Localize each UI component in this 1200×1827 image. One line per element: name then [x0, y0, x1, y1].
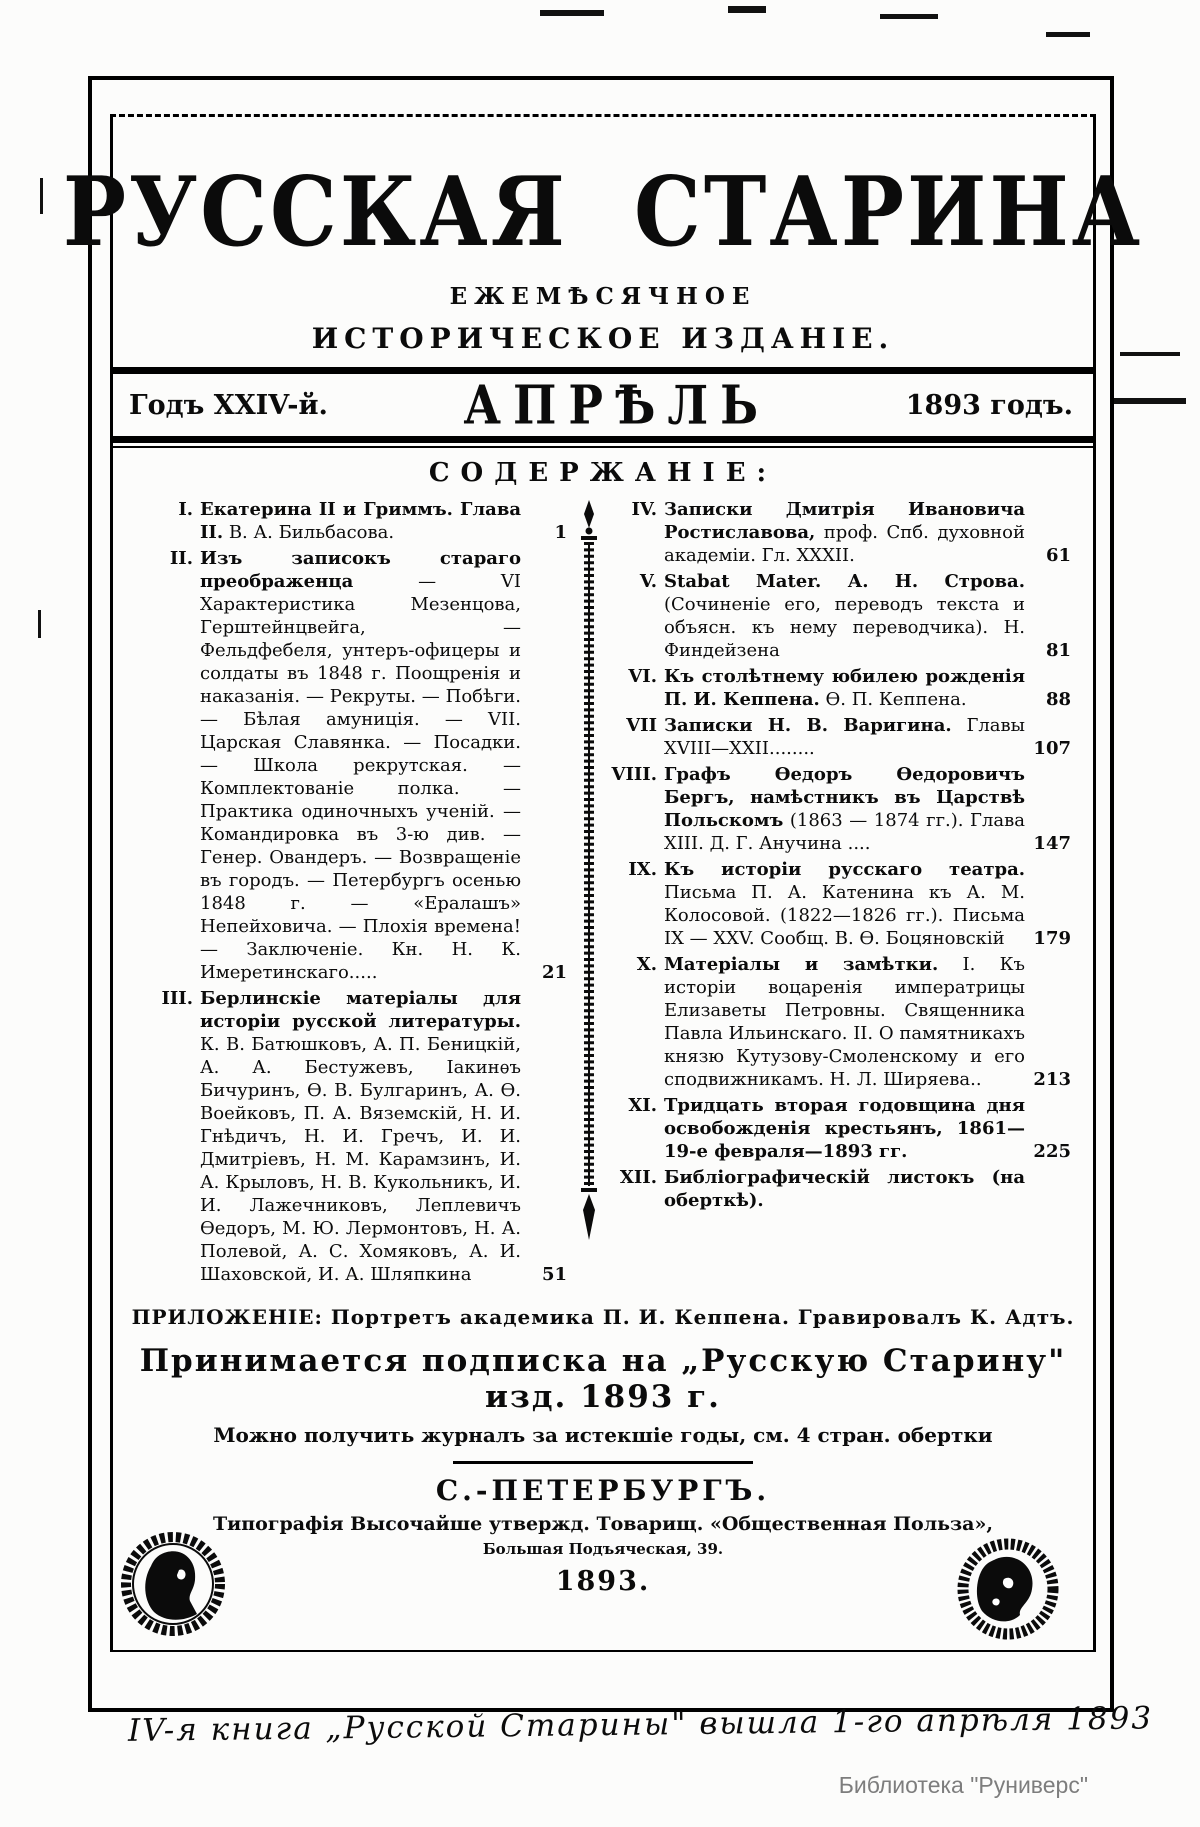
volume-label: Годъ XXIV-й. — [129, 389, 328, 421]
scan-artifact — [40, 178, 43, 214]
toc-entry — [611, 714, 1071, 760]
toc-entry-text: Записки Дмитрія Ивановича Ростиславова, проф. Спб. духовной академіи. Гл. XXXII. — [664, 499, 1025, 566]
imprint-address: Большая Подъяческая, 39. — [482, 1540, 724, 1558]
scan-artifact — [540, 10, 604, 16]
toc-entry-title: Stabat Mater. А. Н. Строва. — [664, 571, 1025, 592]
ornamental-rule-icon — [574, 498, 604, 1243]
journal-subtitle-frequency: ЕЖЕМѢСЯЧНОЕ — [449, 283, 757, 310]
toc-entry-text: Записки Н. В. Варигина. Главы XVIII—XXII........ — [664, 715, 1025, 759]
toc-entry-text — [664, 1094, 1025, 1163]
toc-entry-page: 225 — [1033, 1141, 1071, 1162]
toc-entry — [611, 498, 1071, 567]
appendix-note: ПРИЛОЖЕНІЕ: Портретъ академика П. И. Кеппена. Гравировалъ К. Адтъ. — [131, 1305, 1075, 1329]
toc-entry-number: IX. — [628, 859, 657, 880]
imprint-year: 1893. — [555, 1566, 651, 1597]
toc-entry-title: Тридцать вторая годовщина дня освобожденія крестьянъ, 1861—19-е февраля—1893 гг. — [664, 1095, 1025, 1162]
toc-entry-title: Матеріалы и замѣтки. — [664, 954, 939, 975]
toc-entry-page: 1 — [554, 522, 567, 543]
toc-entry-title: Къ исторіи русскаго театра. — [664, 859, 1025, 880]
scan-artifact — [728, 6, 766, 13]
handwritten-note: IV-я книга „Русской Старины" вышла 1-го апрѣля 1893 — [127, 1700, 1154, 1749]
toc-entry-number: I. — [178, 499, 193, 520]
toc-entry-page: 147 — [1033, 833, 1071, 854]
toc-entry — [611, 1094, 1071, 1163]
toc-entry-number: VI. — [628, 666, 657, 687]
toc-entry — [611, 665, 1071, 711]
issue-month: АПРѢЛЬ — [463, 373, 771, 437]
scan-artifact — [1046, 32, 1090, 37]
thin-rule — [113, 446, 1093, 448]
short-divider-rule — [453, 1461, 753, 1464]
toc-entry-page: 81 — [1045, 640, 1071, 661]
toc-entry-text: Графъ Ѳедоръ Ѳедоровичъ Бергъ, намѣстникъ въ Царствѣ Польскомъ (1863 — 1874 гг.). Глава XIII. Д. Г. Анучина .... — [664, 764, 1025, 854]
toc-entry-text — [664, 1166, 1025, 1212]
column-divider-ornament — [567, 498, 611, 1289]
toc-entry-text: Stabat Mater. А. Н. Строва. (Сочиненіе его, переводъ текста и объясн. къ нему переводчика). Н. Финдейзена — [664, 571, 1025, 661]
contents-column-left — [147, 498, 567, 1289]
contents-heading: СОДЕРЖАНІЕ: — [428, 458, 778, 488]
journal-subtitle-type: ИСТОРИЧЕСКОЕ ИЗДАНІЕ. — [311, 322, 895, 355]
heavy-rule-top — [113, 367, 1093, 374]
coin-profile-icon — [117, 1525, 229, 1643]
library-watermark: Библиотека "Руниверс" — [838, 1772, 1088, 1798]
toc-entry — [611, 570, 1071, 662]
toc-entry-page: 21 — [541, 962, 567, 983]
subscription-subline: Можно получить журналъ за истекшіе годы, см. 4 стран. обертки — [213, 1423, 993, 1447]
page-inner-frame — [62, 114, 1144, 1652]
toc-entry-number: III. — [161, 988, 193, 1009]
journal-title: РУССКАЯ СТАРИНА — [62, 154, 1144, 268]
toc-entry — [611, 953, 1071, 1091]
toc-entry — [611, 763, 1071, 855]
heavy-rule-bottom — [113, 436, 1093, 443]
toc-entry-number: V. — [639, 571, 657, 592]
toc-entry-title: Записки Дмитрія Ивановича Ростиславова, — [664, 499, 1025, 543]
imprint-city: С.-ПЕТЕРБУРГЪ. — [435, 1474, 771, 1507]
toc-entry-page: 88 — [1045, 689, 1071, 710]
toc-entry-page: 213 — [1033, 1069, 1071, 1090]
toc-entry-text: Екатерина II и Гриммъ. Глава II. В. А. Бильбасова. — [200, 499, 521, 543]
toc-entry — [611, 858, 1071, 950]
toc-entry-text: Къ столѣтнему юбилею рожденія П. И. Кеппена. Ѳ. П. Кеппена. — [664, 666, 1025, 710]
toc-entry — [147, 987, 567, 1286]
toc-entry-title: Екатерина II и Гриммъ. Глава II. — [200, 499, 521, 543]
library-coin-stamp-right — [955, 1533, 1061, 1649]
scan-artifact — [38, 610, 41, 638]
subscription-headline: Принимается подписка на „Русскую Старину" изд. 1893 г. — [139, 1343, 1067, 1415]
issue-band — [113, 374, 1093, 436]
toc-entry-title: Изъ записокъ стараго преображенца — [200, 548, 521, 592]
issue-year: 1893 годъ. — [905, 389, 1073, 421]
scan-artifact — [1114, 398, 1186, 404]
toc-entry-text: Изъ записокъ стараго преображенца — VI Характеристика Мезенцова, Герштейнцвейга, — Фельдфебеля, унтеръ-офицеры и солдаты въ 1848 г. Поощренія и наказанія. — Рекруты. — Побѣги. — Бѣлая амуниція. — VII. Царская Славянка. — Посадки. — Школа рекрутская. — Комплектованіе полка. — Практика одиночныхъ ученій. — Командировка въ 3-ю див. — Генер. Овандеръ. — Возвращеніе въ городъ. — Петербургъ осенью 1848 г. — «Ералашъ» Непейховича. — Плохія времена! — Заключеніе. Кн. Н. К. Имеретинскаго..... — [200, 548, 521, 983]
toc-entry-text: Къ исторіи русскаго театра. Письма П. А. Катенина къ А. М. Колосовой. (1822—1826 гг.). Письма IX — XXV. Сообщ. В. Ѳ. Боцяновскій — [664, 859, 1025, 949]
toc-entry — [147, 547, 567, 984]
toc-entry — [611, 1166, 1071, 1212]
table-of-contents — [113, 488, 1093, 1289]
toc-entry-text: Берлинскіе матеріалы для исторіи русской литературы. К. В. Батюшковъ, А. П. Беницкій, А. А. Бестужевъ, Іакинѳъ Бичуринъ, Ѳ. В. Булгаринъ, А. Ѳ. Воейковъ, П. А. Вяземскій, Н. И. Гнѣдичъ, Н. И. Гречъ, И. И. Дмитріевъ, Н. М. Карамзинъ, И. А. Крыловъ, Н. В. Кукольникъ, И. И. Лажечниковъ, Леплевичъ Ѳедоръ, М. Ю. Лермонтовъ, Н. А. Полевой, А. С. Хомяковъ, А. И. Шаховской, И. А. Шляпкина — [200, 988, 521, 1285]
toc-entry-title: Къ столѣтнему юбилею рожденія П. И. Кеппена. — [664, 666, 1025, 710]
toc-entry-number: IV. — [631, 499, 657, 520]
toc-entry-title: Записки Н. В. Варигина. — [664, 715, 952, 736]
imprint-printer: Типографія Высочайше утвержд. Товарищ. «Общественная Польза», — [213, 1513, 993, 1535]
toc-entry — [147, 498, 567, 544]
toc-entry-page: 61 — [1045, 545, 1071, 566]
coin-profile-icon — [955, 1533, 1061, 1645]
toc-entry-number: XI. — [628, 1095, 657, 1116]
masthead — [62, 147, 1144, 275]
scan-artifact — [1120, 352, 1180, 356]
page-outer-frame — [62, 76, 1144, 1712]
scan-artifact — [880, 14, 938, 19]
toc-entry-title: Берлинскіе матеріалы для исторіи русской литературы. — [200, 988, 521, 1032]
library-coin-stamp-left — [117, 1525, 229, 1647]
toc-entry-number: XII. — [619, 1167, 657, 1188]
toc-entry-page: 51 — [541, 1264, 567, 1285]
toc-entry-text: Матеріалы и замѣтки. I. Къ исторіи воцаренія императрицы Елизаветы Петровны. Священника Павла Ильинскаго. II. О памятникахъ князю Кутузову-Смоленскому и его сподвижникамъ. Н. Л. Ширяева.. — [664, 954, 1025, 1090]
toc-entry-title: Библіографическій листокъ (на оберткѣ). — [664, 1167, 1025, 1211]
contents-column-right — [611, 498, 1071, 1289]
toc-entry-number: VII — [626, 715, 657, 736]
toc-entry-number: X. — [636, 954, 657, 975]
toc-entry-number: II. — [169, 548, 193, 569]
toc-entry-number: VIII. — [611, 764, 657, 785]
toc-entry-page: 107 — [1033, 738, 1071, 759]
toc-entry-title: Графъ Ѳедоръ Ѳедоровичъ Бергъ, намѣстникъ въ Царствѣ Польскомъ — [664, 764, 1025, 831]
toc-entry-page: 179 — [1033, 928, 1071, 949]
